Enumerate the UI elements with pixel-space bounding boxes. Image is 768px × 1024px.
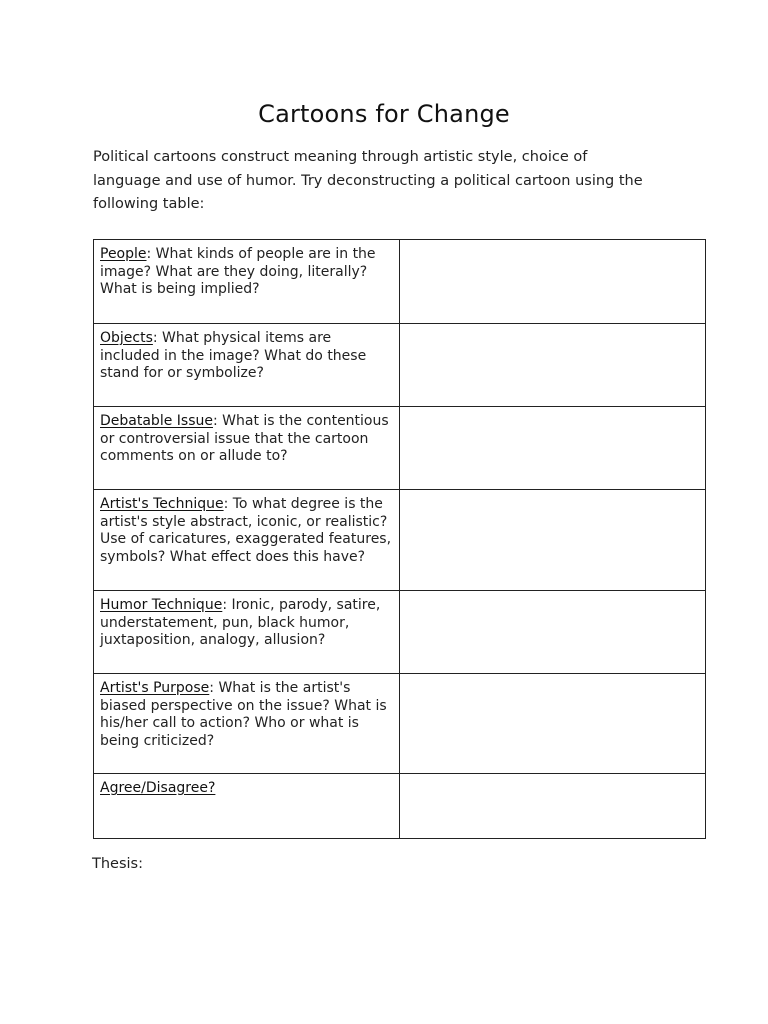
table-row-humor-technique <box>94 591 706 674</box>
prompt-question: : To what degree is the artist's style abstract, iconic, or realistic? Use of caricatures, exaggerated features, symbols? What effect does this have? <box>100 496 392 565</box>
table-row-artists-technique <box>94 490 706 591</box>
prompt-question: : What physical items are included in the image? What do these stand for or symbolize? <box>100 330 367 381</box>
answer-cell[interactable] <box>400 674 706 774</box>
prompt-cell <box>94 324 400 407</box>
answer-cell[interactable] <box>400 774 706 839</box>
thesis-label: Thesis: <box>92 856 143 872</box>
table-row-debatable-issue <box>94 407 706 490</box>
table-row-objects <box>94 324 706 407</box>
prompt-question: : What kinds of people are in the image? What are they doing, literally? What is being implied? <box>100 246 376 297</box>
term-label: Debatable Issue <box>100 413 213 429</box>
answer-cell[interactable] <box>400 324 706 407</box>
prompt-cell <box>94 407 400 490</box>
answer-cell[interactable] <box>400 407 706 490</box>
prompt-cell <box>94 674 400 774</box>
prompt-cell <box>94 240 400 324</box>
answer-cell[interactable] <box>400 490 706 591</box>
prompt-cell <box>94 591 400 674</box>
table-row-artists-purpose <box>94 674 706 774</box>
term-label: Humor Technique <box>100 597 223 613</box>
term-label: People <box>100 246 147 262</box>
prompt-question: : What is the contentious or controversial issue that the cartoon comments on or allude to? <box>100 413 389 464</box>
term-label: Objects <box>100 330 153 346</box>
answer-cell[interactable] <box>400 240 706 324</box>
term-label: Artist's Purpose <box>100 680 210 696</box>
table-row-people <box>94 240 706 324</box>
deconstruction-table <box>93 239 706 839</box>
prompt-question: : Ironic, parody, satire, understatement, pun, black humor, juxtaposition, analogy, allusion? <box>100 597 381 648</box>
term-label: Agree/Disagree? <box>100 780 216 796</box>
page-title: Cartoons for Change <box>258 100 510 128</box>
prompt-cell <box>94 774 400 839</box>
term-label: Artist's Technique <box>100 496 224 512</box>
prompt-question: : What is the artist's biased perspective on the issue? What is his/her call to action? Who or what is being criticized? <box>100 680 387 749</box>
prompt-cell <box>94 490 400 591</box>
table-row-agree-disagree <box>94 774 706 839</box>
answer-cell[interactable] <box>400 591 706 674</box>
intro-paragraph: Political cartoons construct meaning through artistic style, choice of language and use of humor. Try deconstructing a political cartoon using the following table: <box>93 149 643 212</box>
